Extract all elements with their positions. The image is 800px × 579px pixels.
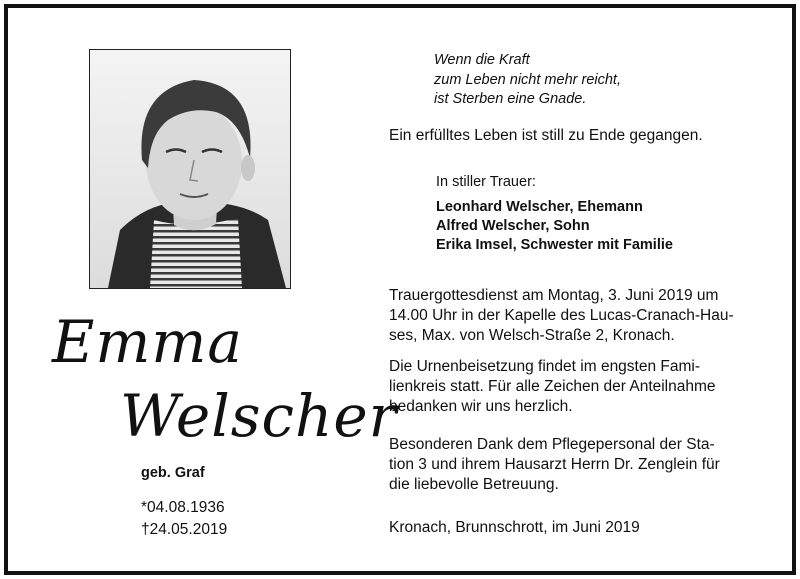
mourner-name: Erika Imsel, Schwester mit Familie [436, 237, 673, 253]
service-paragraph [389, 286, 759, 346]
urn-paragraph [389, 357, 759, 417]
birth-name: geb. Graf [141, 465, 205, 481]
motto [434, 51, 621, 110]
death-date: †24.05.2019 [141, 521, 228, 538]
service-line: ses, Max. von Welsch-Straße 2, Kronach. [389, 327, 675, 344]
thanks-paragraph [389, 435, 759, 495]
closing-line: Kronach, Brunnschrott, im Juni 2019 [389, 519, 640, 536]
thanks-line: die liebevolle Betreuung. [389, 476, 559, 493]
mourning-heading: In stiller Trauer: [436, 174, 536, 190]
service-line: 14.00 Uhr in der Kapelle des Lucas-Cranach-Hau- [389, 307, 734, 324]
deceased-first-name: Emma [52, 308, 243, 376]
urn-line: bedanken wir uns herzlich. [389, 398, 573, 415]
mourner-name: Alfred Welscher, Sohn [436, 218, 590, 234]
mourner-name: Leonhard Welscher, Ehemann [436, 199, 643, 215]
urn-line: lienkreis statt. Für alle Zeichen der Anteilnahme [389, 378, 716, 395]
thanks-line: tion 3 und ihrem Hausarzt Herrn Dr. Zenglein für [389, 456, 720, 473]
thanks-line: Besonderen Dank dem Pflegepersonal der Sta- [389, 436, 715, 453]
deceased-last-name: Welscher [120, 382, 398, 450]
motto-line: ist Sterben eine Gnade. [434, 91, 587, 107]
portrait-photo [89, 49, 291, 289]
birth-date: *04.08.1936 [141, 499, 225, 516]
urn-line: Die Urnenbeisetzung findet im engsten Fami- [389, 358, 701, 375]
intro-text: Ein erfülltes Leben ist still zu Ende gegangen. [389, 127, 703, 144]
motto-line: Wenn die Kraft [434, 52, 530, 68]
mourners-list [436, 198, 673, 255]
life-dates [141, 497, 227, 541]
motto-line: zum Leben nicht mehr reicht, [434, 71, 621, 88]
service-line: Trauergottesdienst am Montag, 3. Juni 2019 um [389, 287, 719, 304]
